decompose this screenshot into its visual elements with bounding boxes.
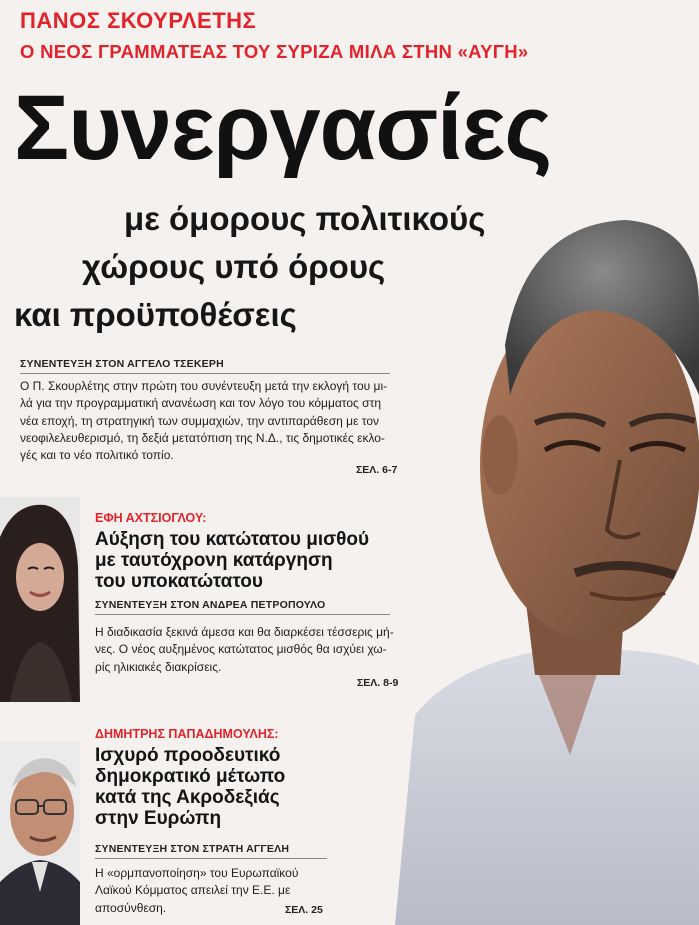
title-line: στην Ευρώπη bbox=[95, 808, 222, 829]
interviewee-subtitle: Ο ΝΕΟΣ ΓΡΑΜΜΑΤΕΑΣ ΤΟΥ ΣΥΡΙΖΑ ΜΙΛΑ ΣΤΗΝ «ΑΥΓΗ» bbox=[20, 41, 529, 62]
story-2-label: ΕΦΗ ΑΧΤΣΙΟΓΛΟΥ: bbox=[95, 511, 207, 525]
story-2-page-ref[interactable]: ΣΕΛ. 8-9 bbox=[357, 677, 399, 689]
story-2-title[interactable] bbox=[95, 529, 369, 592]
body-line: νεοφιλελευθερισμό, τη δεξιά μετατόπιση της Ν.Δ., τις δημοτικές εκλο- bbox=[20, 430, 385, 445]
story-3-page-ref[interactable]: ΣΕΛ. 25 bbox=[285, 904, 323, 916]
story-3-label: ΔΗΜΗΤΡΗΣ ΠΑΠΑΔΗΜΟΥΛΗΣ: bbox=[95, 727, 279, 741]
body-line: γές και το νέο πολιτικό τοπίο. bbox=[20, 448, 174, 463]
body-line: Η διαδικασία ξεκινά άμεσα και θα διαρκέσει τέσσερις μή- bbox=[95, 625, 394, 639]
main-headline: Συνεργασίες bbox=[14, 77, 552, 179]
title-line: δημοκρατικό μέτωπο bbox=[95, 766, 286, 787]
title-line: με ταυτόχρονη κατάργηση bbox=[95, 550, 333, 571]
subheadline bbox=[14, 195, 524, 339]
story-3-title[interactable] bbox=[95, 745, 285, 829]
main-story-page-ref[interactable]: ΣΕΛ. 6-7 bbox=[356, 464, 398, 476]
portrait-efi-achtsioglou bbox=[0, 497, 80, 702]
interviewee-name: ΠΑΝΟΣ ΣΚΟΥΡΛΕΤΗΣ bbox=[20, 8, 257, 33]
subheadline-line: και προϋποθέσεις bbox=[14, 296, 297, 333]
body-line: Η «ορμπανοποίηση» του Ευρωπαϊκού bbox=[95, 866, 299, 880]
portrait-dimitris-papadimoulis bbox=[0, 742, 80, 925]
title-line: Αύξηση του κατώτατου μισθού bbox=[95, 529, 370, 550]
body-line: λά για την προγραμματική ανανέωση και τον λόγο του κόμματος στη bbox=[20, 396, 381, 411]
body-line: νες. Ο νέος αυξημένος κατώτατος μισθός θα ισχύει χω- bbox=[95, 642, 387, 657]
body-line: αποσύνθεση. bbox=[95, 900, 167, 915]
title-line: του υποκατώτατου bbox=[95, 571, 263, 592]
body-line: ρίς ηλικιακές διακρίσεις. bbox=[95, 659, 222, 674]
subheadline-line: χώρους υπό όρους bbox=[82, 248, 386, 285]
body-line: Λαϊκού Κόμματος απειλεί την Ε.Ε. με bbox=[95, 883, 291, 898]
title-line: Ισχυρό προοδευτικό bbox=[95, 745, 281, 766]
body-line: Ο Π. Σκουρλέτης στην πρώτη του συνέντευξη μετά την εκλογή του μι- bbox=[20, 379, 388, 393]
main-story-body bbox=[20, 378, 415, 464]
main-story-byline: ΣΥΝΕΝΤΕΥΞΗ ΣΤΟΝ ΑΓΓΕΛΟ ΤΣΕΚΕΡΗ bbox=[20, 358, 390, 374]
story-2-byline: ΣΥΝΕΝΤΕΥΞΗ ΣΤΟΝ ΑΝΔΡΕΑ ΠΕΤΡΟΠΟΥΛΟ bbox=[95, 599, 390, 615]
title-line: κατά της Ακροδεξιάς bbox=[95, 787, 280, 808]
story-3-byline: ΣΥΝΕΝΤΕΥΞΗ ΣΤΟΝ ΣΤΡΑΤΗ ΑΓΓΕΛΗ bbox=[95, 843, 327, 859]
body-line: νέα εποχή, τη στρατηγική των συμμαχιών, την αντιπαράθεση με τον bbox=[20, 413, 380, 428]
subheadline-line: με όμορους πολιτικούς bbox=[124, 200, 486, 237]
story-2-body bbox=[95, 624, 425, 676]
